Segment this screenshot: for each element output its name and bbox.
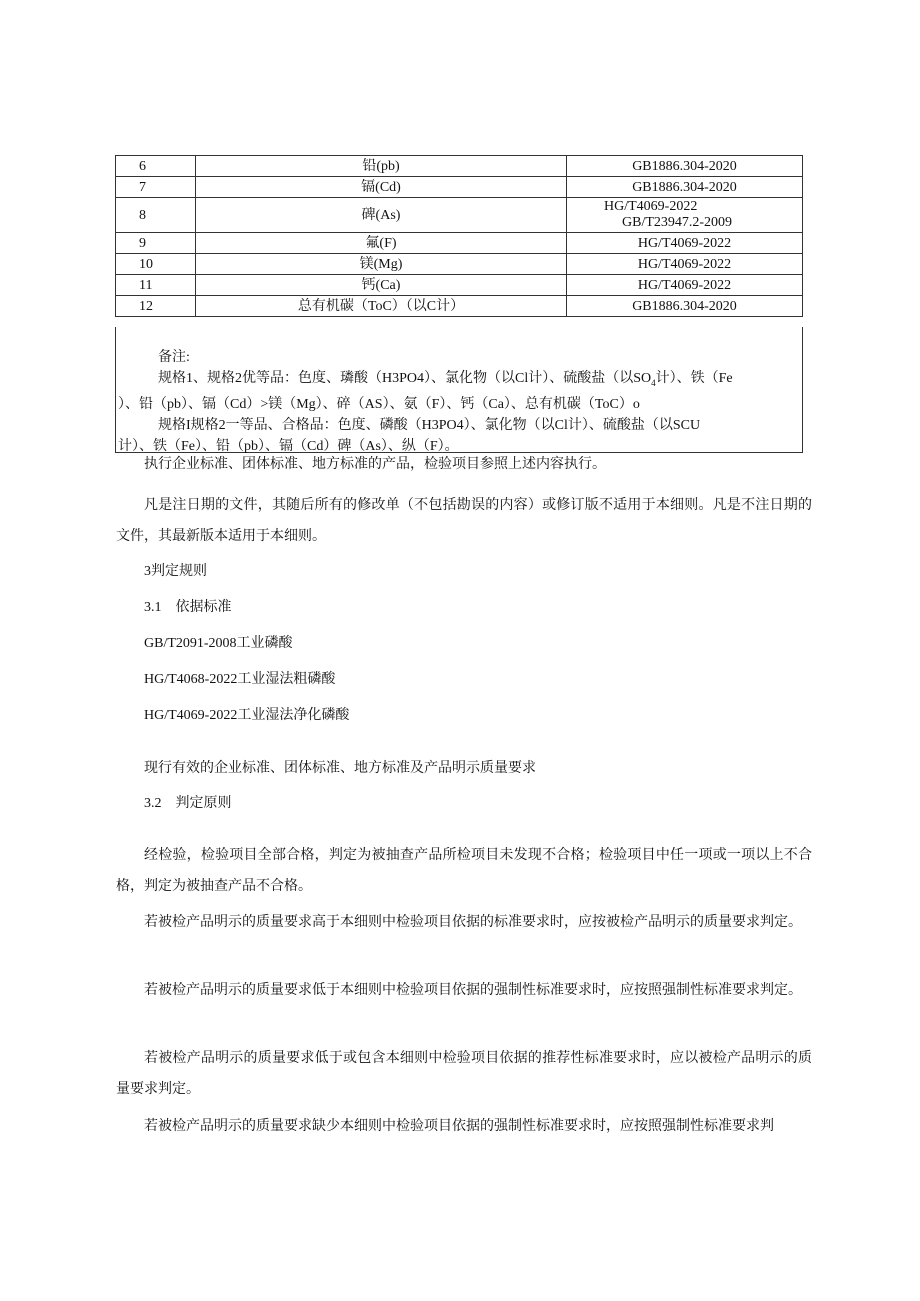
paragraph: 若被检产品明示的质量要求缺少本细则中检验项目依据的强制性标准要求时，应按照强制性标准要求判 <box>144 1119 774 1134</box>
paragraph: 若被检产品明示的质量要求低于本细则中检验项目依据的强制性标准要求时，应按照强制性标准要求判定。 <box>144 983 802 998</box>
standard-item: HG/T4068-2022工业湿法粗磷酸 <box>144 672 336 687</box>
table-row <box>116 177 803 198</box>
item-standard: GB1886.304-2020 <box>567 177 803 198</box>
paragraph: 若被检产品明示的质量要求高于本细则中检验项目依据的标准要求时，应按被检产品明示的质量要求判定。 <box>144 915 802 930</box>
standard-item: 现行有效的企业标准、团体标准、地方标准及产品明示质量要求 <box>144 761 536 776</box>
notes-line: 计）、铁（Fe）、铅（pb）、镉（Cd）碑（As）、纵（F）。 <box>118 438 459 454</box>
item-name: 铅(pb) <box>196 156 567 177</box>
standard-item: GB/T2091-2008工业磷酸 <box>144 636 293 651</box>
item-name: 碑(As) <box>196 198 567 233</box>
table-row <box>116 296 803 317</box>
row-number: 8 <box>116 198 196 233</box>
item-standard: HG/T4069-2022 <box>567 254 803 275</box>
table-row <box>116 156 803 177</box>
table-row <box>116 254 803 275</box>
item-name: 氟(F) <box>196 233 567 254</box>
table-row <box>116 198 803 233</box>
row-number: 10 <box>116 254 196 275</box>
item-standard-line: GB/T23947.2-2009 <box>622 215 733 230</box>
table-notes <box>115 327 803 453</box>
row-number: 7 <box>116 177 196 198</box>
item-standard: HG/T4069-2022 <box>567 233 803 254</box>
paragraph: 凡是注日期的文件，其随后所有的修改单（不包括勘误的内容）或修订版不适用于本细则。凡是不注日期的文件，其最新版本适用于本细则。 <box>116 498 812 544</box>
item-name: 钙(Ca) <box>196 275 567 296</box>
item-standard: GB1886.304-2020 <box>567 296 803 317</box>
notes-title: 备注: <box>158 350 190 365</box>
standard-item: HG/T4069-2022工业湿法净化磷酸 <box>144 708 350 723</box>
notes-line: 规格1、规格2优等品：色度、璘酸（H3PO4）、氯化物（以Cl计）、硫酸盐（以$SO_4$计）、铁（Fe <box>158 371 733 388</box>
notes-line: 规格I规格2一等品、合格品：色度、磷酸（H3PO4）、氯化物（以Cl计）、硫酸盐（以SCU <box>158 417 701 433</box>
item-standard: HG/T4069-2022 <box>567 275 803 296</box>
item-name: 镉(Cd) <box>196 177 567 198</box>
item-standard: GB1886.304-2020 <box>567 156 803 177</box>
row-number: 9 <box>116 233 196 254</box>
table-row <box>116 275 803 296</box>
subsection-heading: 3.2 判定原则 <box>144 796 232 811</box>
paragraph: 若被检产品明示的质量要求低于或包含本细则中检验项目依据的推荐性标准要求时，应以被检产品明示的质量要求判定。 <box>116 1051 812 1097</box>
row-number: 11 <box>116 275 196 296</box>
item-name: 总有机碳（ToC）（以C计） <box>196 296 567 317</box>
paragraph: 经检验，检验项目全部合格，判定为被抽查产品所检项目未发现不合格；检验项目中任一项或一项以上不合格，判定为被抽查产品不合格。 <box>116 848 812 894</box>
item-standard-line: HG/T4069-2022 <box>604 199 698 214</box>
section-heading: 3判定规则 <box>144 564 207 579</box>
paragraph: 执行企业标准、团体标准、地方标准的产品，检验项目参照上述内容执行。 <box>144 457 606 472</box>
subsection-heading: 3.1 依据标准 <box>144 600 232 615</box>
inspection-items-table <box>115 155 803 317</box>
item-standard <box>567 198 803 233</box>
row-number: 12 <box>116 296 196 317</box>
row-number: 6 <box>116 156 196 177</box>
table-row <box>116 233 803 254</box>
notes-line: ）、铅（pb）、镉（Cd）>镁（Mg）、碎（AS）、氨（F）、钙（Ca）、总有机碳（ToC）o <box>118 396 640 412</box>
item-name: 镁(Mg) <box>196 254 567 275</box>
